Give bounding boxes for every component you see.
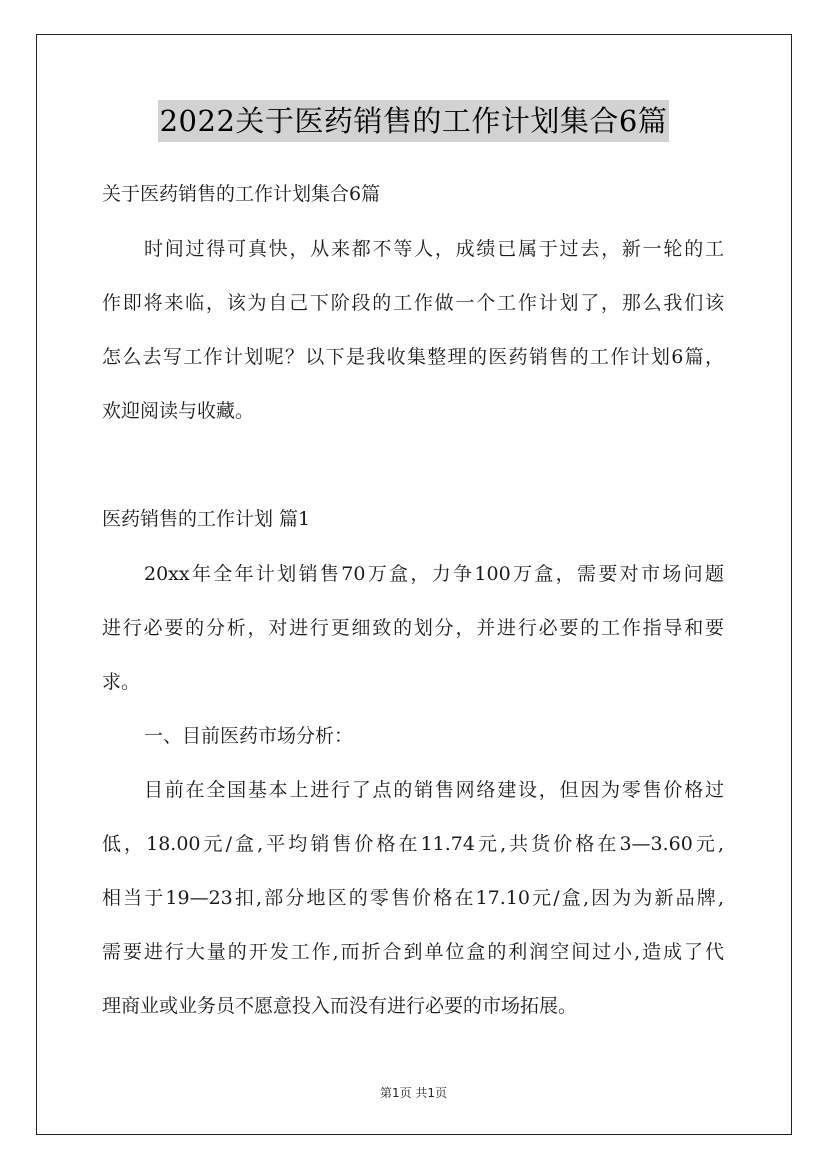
intro-line-1: 时间过得可真快，从来都不等人，成绩已属于过去，新一轮的工 <box>144 238 724 260</box>
document-title: 2022关于医药销售的工作计划集合6篇 <box>158 100 670 142</box>
document-subtitle: 关于医药销售的工作计划集合6篇 <box>102 183 381 205</box>
section-heading: 医药销售的工作计划 篇1 <box>102 508 311 530</box>
intro-line-3: 怎么去写工作计划呢？以下是我收集整理的医药销售的工作计划6篇， <box>102 346 724 368</box>
section-line-6: 低，18.00元/盒,平均销售价格在11.74元,共货价格在3—3.60元, <box>102 833 724 855</box>
section-line-8: 需要进行大量的开发工作,而折合到单位盒的利润空间过小,造成了代 <box>102 941 724 963</box>
title-container <box>0 100 827 142</box>
page-footer: 第1页 共1页 <box>379 1086 448 1100</box>
section-line-3: 求。 <box>102 671 141 693</box>
section-line-5: 目前在全国基本上进行了点的销售网络建设，但因为零售价格过 <box>144 779 724 801</box>
section-subheading: 一、目前医药市场分析： <box>144 725 354 747</box>
intro-line-2: 作即将来临，该为自己下阶段的工作做一个工作计划了，那么我们该 <box>102 292 724 314</box>
section-line-7: 相当于19—23扣,部分地区的零售价格在17.10元/盒,因为为新品牌, <box>102 887 724 909</box>
section-line-9: 理商业或业务员不愿意投入而没有进行必要的市场拓展。 <box>102 995 578 1017</box>
section-line-1: 20xx年全年计划销售70万盒，力争100万盒，需要对市场问题 <box>144 563 724 585</box>
section-line-2: 进行必要的分析，对进行更细致的划分，并进行必要的工作指导和要 <box>102 617 724 639</box>
intro-line-4: 欢迎阅读与收藏。 <box>102 400 255 422</box>
